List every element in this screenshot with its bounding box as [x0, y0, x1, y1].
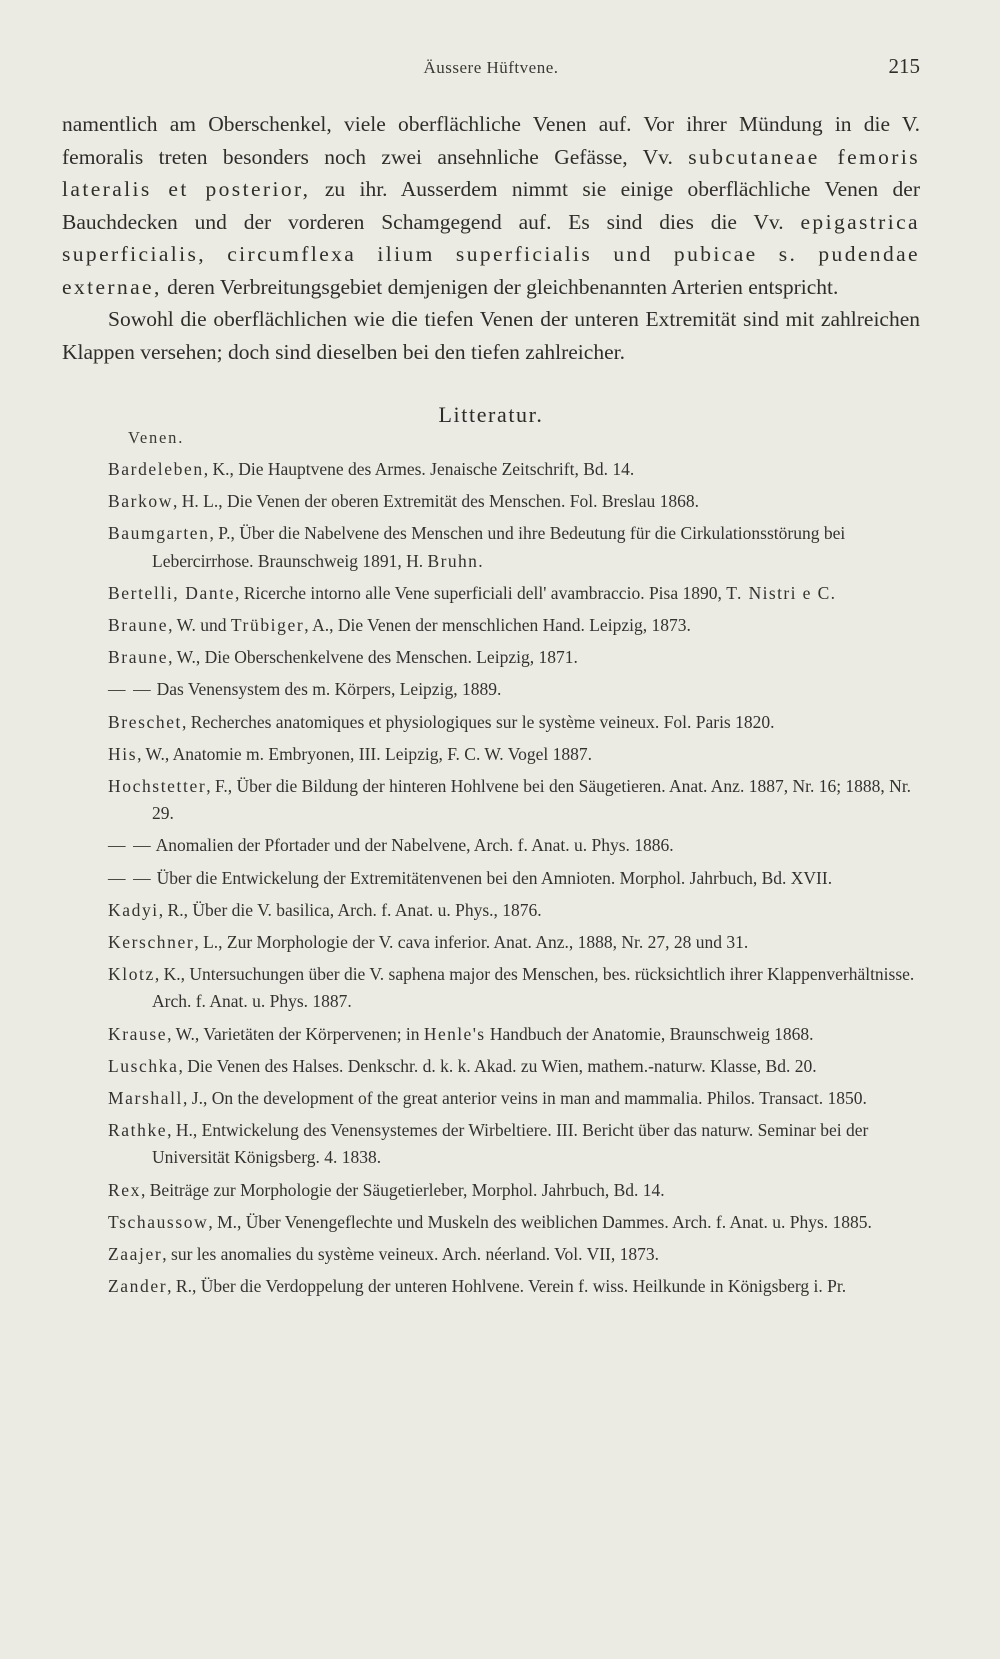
reference-author: Krause	[108, 1023, 168, 1044]
reference-text: , W., Die Oberschenkelvene des Menschen. Leipzig, 1871.	[168, 647, 578, 668]
reference-text: , H. L., Die Venen der oberen Extremität des Menschen. Fol. Breslau 1868.	[173, 491, 700, 512]
reference-author: His	[108, 743, 138, 764]
reference-item	[62, 897, 920, 924]
reference-coauthor: Trübiger	[230, 615, 305, 636]
paragraph-1-text-e: deren Verbreitungsgebiet demjenigen der gleichbenannten Arterien entspricht.	[161, 274, 839, 299]
paragraph-1	[62, 108, 920, 303]
reference-item	[62, 1117, 920, 1171]
reference-author: Rathke	[108, 1120, 168, 1141]
reference-author: Baumgarten	[108, 523, 210, 544]
reference-item	[62, 676, 920, 703]
reference-text: , W. und	[168, 615, 231, 636]
reference-item	[62, 1209, 920, 1236]
paragraph-2: Sowohl die oberflächlichen wie die tiefen Venen der unteren Extremität sind mit zahlreichen Klappen versehen; doch sind dieselben bei den tiefen zahlreicher.	[62, 307, 920, 364]
paragraph-1-text-c: zu ihr. Ausserdem nimmt sie einige oberflächliche Venen der Bauchdecken und der vorderen Schamgegend auf. Es sind dies die Vv.	[62, 177, 920, 234]
reference-item	[62, 644, 920, 671]
reference-publisher: T. Nistri e C	[726, 582, 831, 603]
reference-author: Luschka	[108, 1055, 179, 1076]
reference-publisher: Henle's	[423, 1023, 486, 1044]
reference-publisher: Bruhn	[427, 550, 479, 571]
reference-ditto: — —	[108, 867, 153, 888]
reference-text-2: , A., Die Venen der menschlichen Hand. Leipzig, 1873.	[304, 615, 691, 636]
reference-author: Hochstetter	[108, 776, 207, 797]
reference-item	[62, 929, 920, 956]
reference-text: , F., Über die Bildung der hinteren Hohlvene bei den Säugetieren. Anat. Anz. 1887, Nr. 16; 1888, Nr. 29.	[152, 776, 912, 824]
page-header	[62, 54, 920, 92]
reference-item	[62, 1085, 920, 1112]
reference-author: Kerschner	[108, 932, 195, 953]
reference-item	[62, 580, 920, 607]
reference-ditto: — —	[108, 679, 153, 700]
reference-item	[62, 832, 920, 859]
reference-text: , M., Über Venengeflechte und Muskeln des weiblichen Dammes. Arch. f. Anat. u. Phys. 1885.	[208, 1211, 872, 1232]
literature-heading: Litteratur.	[438, 402, 544, 427]
reference-author: Breschet	[108, 711, 183, 732]
reference-text: , K., Untersuchungen über die V. saphena major des Menschen, bes. rücksichtlich ihrer Klappenverhältnisse. Arch. f. Anat. u. Phys. 1887.	[152, 964, 915, 1012]
reference-text: , L., Zur Morphologie der V. cava inferior. Anat. Anz., 1888, Nr. 27, 28 und 31.	[194, 932, 749, 953]
reference-tail: Handbuch der Anatomie, Braunschweig 1868.	[485, 1023, 814, 1044]
running-title: Äussere Hüftvene.	[423, 58, 559, 77]
literature-subheading: Venen.	[128, 428, 185, 447]
reference-author: Bardeleben	[108, 459, 204, 479]
reference-text: Anomalien der Pfortader und der Nabelvene, Arch. f. Anat. u. Phys. 1886.	[152, 835, 674, 856]
reference-author: Klotz	[108, 964, 155, 985]
reference-item	[62, 488, 920, 515]
reference-author: Rex	[108, 1179, 141, 1200]
reference-author: Zander	[108, 1276, 168, 1297]
reference-text: , J., On the development of the great anterior veins in man and mammalia. Philos. Transact. 1850.	[183, 1088, 867, 1109]
reference-text: , Ricerche intorno alle Vene superficiali dell' avambraccio. Pisa 1890,	[235, 582, 727, 603]
reference-item	[62, 709, 920, 736]
reference-text: , Die Venen des Halses. Denkschr. d. k. k. Akad. zu Wien, mathem.-naturw. Klasse, Bd. 20.	[178, 1055, 817, 1076]
page-number: 215	[888, 54, 920, 78]
reference-text: , W., Anatomie m. Embryonen, III. Leipzig, F. C. W. Vogel 1887.	[137, 743, 592, 764]
reference-tail: .	[830, 582, 836, 603]
body-text	[62, 108, 920, 368]
reference-item	[62, 1241, 920, 1268]
reference-item	[62, 865, 920, 892]
reference-text: , sur les anomalies du système veineux. Arch. néerland. Vol. VII, 1873.	[162, 1244, 660, 1265]
reference-ditto: — —	[108, 835, 153, 856]
reference-item	[62, 961, 920, 1015]
term-vv-subcutaneae: subcutaneae femoris lateralis et posterior,	[62, 144, 920, 201]
reference-item	[62, 612, 920, 639]
term-vv-epigastrica: epigastrica superficialis, circumflexa ilium superficialis und pubicae s. pudendae externae,	[62, 209, 921, 299]
reference-text: Das Venensystem des m. Körpers, Leipzig, 1889.	[152, 679, 502, 700]
reference-item	[62, 1021, 920, 1048]
reference-text: , P., Über die Nabelvene des Menschen und ihre Bedeutung für die Cirkulationsstörung bei Lebercirrhose. Braunschweig 1891, H.	[152, 523, 846, 571]
reference-item	[62, 1273, 920, 1300]
reference-list	[62, 456, 920, 1300]
reference-author: Marshall	[108, 1088, 184, 1109]
reference-item	[62, 773, 920, 827]
reference-text: , W., Varietäten der Körpervenen; in	[167, 1023, 424, 1044]
reference-author: Kadyi	[108, 899, 159, 920]
reference-author: Barkow	[108, 491, 174, 512]
reference-text: , Recherches anatomiques et physiologiques sur le système veineux. Fol. Paris 1820.	[182, 711, 775, 732]
reference-author: Zaajer	[108, 1244, 163, 1265]
reference-tail: .	[478, 550, 483, 571]
reference-author: Tschaussow	[108, 1211, 209, 1232]
reference-text: , H., Entwickelung des Venensystemes der Wirbeltiere. III. Bericht über das naturw. Seminar bei der Universität Königsberg. 4. 1838.	[152, 1120, 869, 1168]
reference-text: , K., Die Hauptvene des Armes. Jenaische Zeitschrift, Bd. 14.	[203, 459, 635, 479]
reference-author: Bertelli, Dante	[108, 582, 236, 603]
reference-text: Über die Entwickelung der Extremitätenvenen bei den Amnioten. Morphol. Jahrbuch, Bd. XVII.	[152, 867, 833, 888]
reference-item	[62, 520, 920, 574]
reference-author: Braune	[108, 615, 169, 636]
reference-text: , R., Über die V. basilica, Arch. f. Anat. u. Phys., 1876.	[158, 899, 542, 920]
paragraph-1-text-a: namentlich am Oberschenkel, viele oberflächliche Venen auf. Vor ihrer Mündung in die V. femoralis treten besonders noch zwei ansehnliche Gefässe, Vv.	[62, 112, 920, 169]
reference-text: , R., Über die Verdoppelung der unteren Hohlvene. Verein f. wiss. Heilkunde in Königsberg i. Pr.	[167, 1276, 847, 1297]
reference-item	[62, 1053, 920, 1080]
reference-item	[62, 741, 920, 768]
reference-text: , Beiträge zur Morphologie der Säugetierleber, Morphol. Jahrbuch, Bd. 14.	[141, 1179, 665, 1200]
reference-item	[62, 1177, 920, 1204]
reference-item	[62, 456, 920, 483]
reference-author: Braune	[108, 647, 169, 668]
